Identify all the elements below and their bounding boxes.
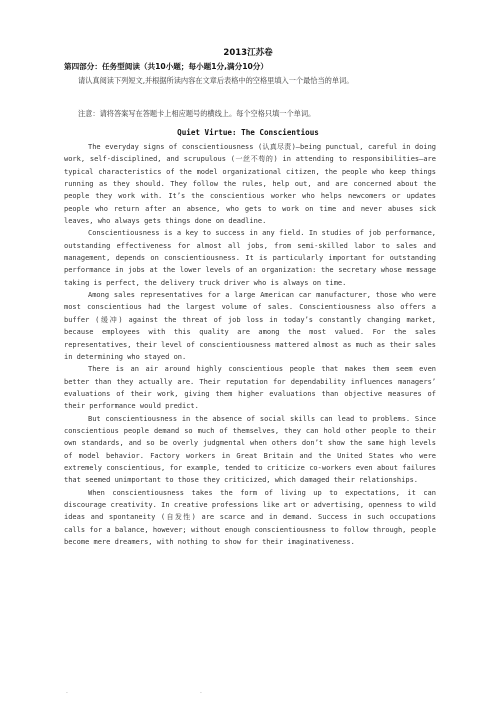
footer-mark-center: . bbox=[200, 688, 202, 695]
paragraph: The everyday signs of conscientiousness (认真尽责)—being punctual, careful in doing work, self-disciplined, and scrupulous (一丝不苟的) in attending to responsibilities—are typical characteristics of the model organizational citizen, the people who keep things running as they should. They follow the rules, help out, and are concerned about the people they work with. It’s the conscientious worker who helps newcomers or updates people who return after an absence, who gets to work on time and never abuses sick leaves, who always gets things done on deadline. bbox=[64, 143, 436, 226]
paragraph: When conscientiousness takes the form of living up to expectations, it can discourage creativity. In creative professions like art or advertising, openness to wild ideas and spontaneity (自发性) are scarce and in demand. Success in such occupations calls for a balance, however; without enough conscientiousness to follow through, people become mere dreamers, with nothing to show for their imaginativeness. bbox=[64, 488, 436, 546]
paragraph: But conscientiousness in the absence of social skills can lead to problems. Since conscientious people demand so much of themselves, they can hold other people to their own standards, and so be overly judgmental when others don’t show the same high levels of model behavior. Factory workers in Great Britain and the United States who were extremely conscientious, for example, tended to criticize co-workers even about failures that seemed unimportant to those they criticized, which damaged their relationships. bbox=[64, 414, 436, 485]
footer-mark-left: . bbox=[66, 688, 68, 695]
note-text: 注意：请将答案写在答题卡上相应题号的横线上。每个空格只填一个单词。 bbox=[78, 109, 316, 118]
passage-title: Quiet Virtue: The Conscientious bbox=[177, 128, 319, 137]
document-title: 2013江苏卷 bbox=[223, 48, 273, 58]
passage-body bbox=[64, 141, 436, 548]
paragraph: There is an air around highly conscientious people that makes them seem even better than they actually are. Their reputation for dependability influences managers’ evaluations of their work, giving them higher evaluations than objective measures of their performance would predict. bbox=[64, 365, 436, 411]
instruction-text: 请认真阅读下列短文,并根据所读内容在文章后表格中的空格里填入一个最恰当的单词。 bbox=[78, 76, 354, 85]
section-header: 第四部分：任务型阅读（共10小题；每小题1分,满分10分） bbox=[64, 62, 268, 71]
paragraph: Among sales representatives for a large American car manufacturer, those who were most conscientious had the largest volume of sales. Conscientiousness also offers a buffer (缓冲) against the threat of job loss in today’s constantly changing market, because employees with this quality are among the most valued. For the sales representatives, their level of conscientiousness mattered almost as much as their sales in determining who stayed on. bbox=[64, 291, 436, 361]
paragraph: Conscientiousness is a key to success in any field. In studies of job performance, outstanding effectiveness for almost all jobs, from semi-skilled labor to sales and management, depends on conscientiousness. It is particularly important for outstanding performance in jobs at the lower levels of an organization: the secretary whose message taking is perfect, the delivery truck driver who is always on time. bbox=[64, 229, 436, 287]
